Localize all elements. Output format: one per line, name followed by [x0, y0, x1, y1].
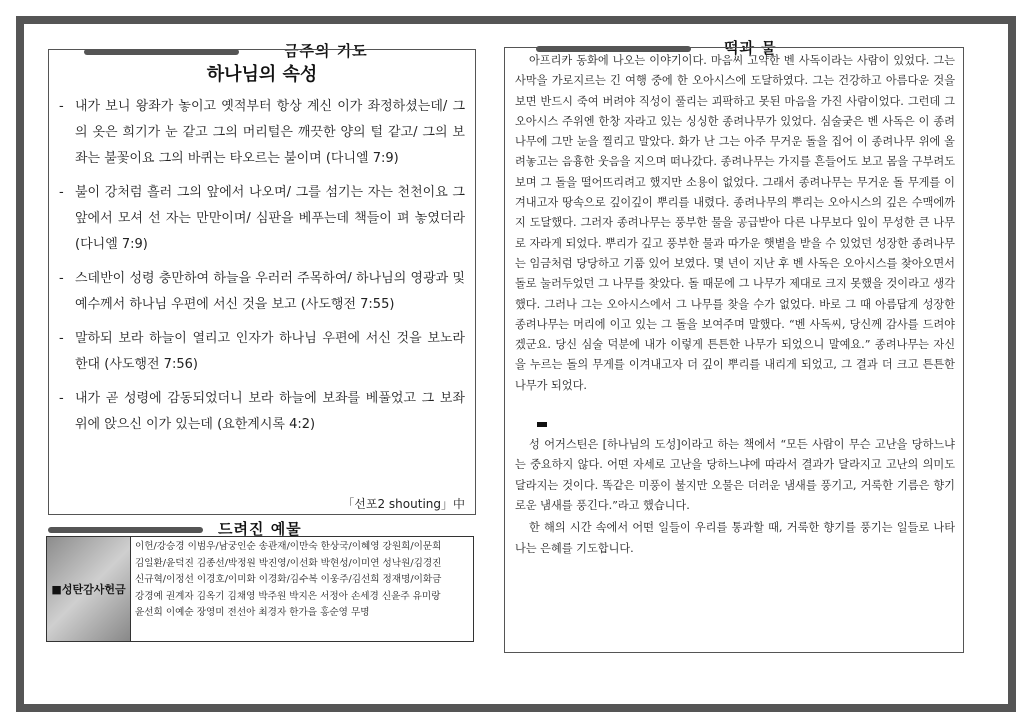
verse-item: [59, 386, 465, 438]
dash-mark: -: [59, 331, 64, 346]
story-box: [504, 47, 964, 653]
verse-item: [59, 326, 465, 378]
closing-prayer-paragraph: 한 해의 시간 속에서 어떤 일들이 우리를 통과할 때, 거룩한 향기를 풍기는 일들로 나타나는 은혜를 기도합니다.: [515, 521, 955, 555]
offering-header-bar: [48, 527, 203, 533]
offering-box: [46, 536, 474, 642]
verse-item: [59, 266, 465, 318]
prayer-source: 「선포2 shouting」中: [342, 497, 465, 511]
verse-text: 말하되 보라 하늘이 열리고 인자가 하나님 우편에 서신 것을 보노라 한대 (사도행전 7:56): [75, 331, 465, 372]
story-section-title: 떡과 물: [724, 39, 777, 57]
prayer-heading: 하나님의 속성: [206, 64, 318, 85]
verse-text: 불이 강처럼 흘러 그의 앞에서 나오며/ 그를 섬기는 자는 천천이요 그 앞에서 모셔 선 자는 만만이며/ 심판을 베푸는데 책들이 펴 놓였더라 (다니엘 7:9): [75, 185, 465, 252]
verse-list: [59, 94, 465, 438]
story-paragraph: 아프리카 동화에 나오는 이야기이다. 마음씨 고약한 벤 사독이라는 사람이 있었다. 그는 사막을 가로지르는 긴 여행 중에 한 오아시스에 도달하였다. 그는 건강하고 아름다운 것을 보면 반드시 죽여 버려야 직성이 풀리는 괴팍하고 못된 마음을 가진 사람이었다. 그런데 그 오아시스 주위엔 한창 자라고 있는 싱싱한 종려나무가 있었다. 심술궂은 벤 사독은 이 종려나무에 그만 눈을 찔리고 말았다. 화가 난 그는 아주 무거운 돌을 집어 이 종려나무 위에 올려놓고는 음흉한 웃음을 지으며 떠나갔다. 종려나무는 가지를 흔들어도 보고 몸을 구부려도 보며 그 돌을 떨어뜨리려고 했지만 소용이 없었다. 그래서 종려나무는 무거운 돌 무게를 이겨내고자 땅속으로 깊이깊이 뿌리를 내렸다. 종려나무의 뿌리는 오아시스의 깊은 수맥에까지 도달했다. 그러자 종려나무는 풍부한 물을 공급받아 다른 나무보다 잎이 무성한 큰 나무로 자라게 되었다. 뿌리가 깊고 풍부한 물과 따가운 햇볕을 받을 수 있었던 성장한 종려나무는 임금처럼 당당하고 기품 있어 보였다. 몇 년이 지난 후 벤 사독은 오아시스를 찾아오면서 돌로 눌러두었던 그 나무를 찾았다. 돌 때문에 그 나무가 제대로 크지 못했을 것이라고 생각했다. 그러나 그는 오아시스에서 그 나무를 찾을 수가 없었다. 바로 그 때 아름답게 성장한 종려나무는 머리에 이고 있는 그 돌을 보여주며 말했다. “벤 사독씨, 당신께 감사를 드려야겠군요. 당신 심술 덕분에 내가 이렇게 튼튼한 나무가 되었으니 말예요.” 종려나무는 자신을 누르는 돌의 무게를 이겨내고자 더 깊이 뿌리를 내리게 되었고, 그 결과 더 크고 튼튼한 나무가 되었다.: [515, 54, 955, 392]
dash-mark: -: [59, 391, 64, 406]
section-bullet-mark: [537, 422, 547, 427]
dash-mark: -: [59, 271, 64, 286]
dash-mark: -: [59, 99, 64, 114]
verse-text: 스데반이 성령 충만하여 하늘을 우러러 주목하여/ 하나님의 영광과 및 예수께서 하나님 우편에 서신 것을 보고 (사도행전 7:55): [75, 271, 465, 312]
verse-item: [59, 94, 465, 172]
offering-section-title: 드려진 예물: [218, 520, 302, 538]
offering-label: ■성탄감사헌금: [47, 537, 131, 641]
prayer-box: [48, 49, 476, 515]
augustine-paragraph: 성 어거스틴은 [하나님의 도성]이라고 하는 책에서 “모든 사람이 무슨 고난을 당하느냐는 중요하지 않다. 어떤 자세로 고난을 당하느냐에 따라서 결과가 달라지고 고난의 의미도 달라지는 것이다. 똑같은 미풍이 불지만 오물은 더러운 냄새를 풍기고, 거룩한 기름은 향기로운 냄새를 풍긴다.”라고 했습니다.: [515, 438, 955, 512]
dash-mark: -: [59, 185, 64, 200]
verse-text: 내가 곧 성령에 감동되었더니 보라 하늘에 보좌를 베풀었고 그 보좌 위에 앉으신 이가 있는데 (요한계시록 4:2): [75, 391, 465, 432]
offering-names: 이헌/강승경 이범우/남궁인순 송관재/이만숙 한상국/이혜영 강원희/이문희 김일환/윤덕진 김종선/박정원 박진영/이선화 박현성/이미연 성낙원/김경진 신규혁/이정선 이경호/이미화 이경화/김수복 이웅주/김선희 정재명/이화금 강경예 권계자 김옥기 김채영 박주원 박지은 서정아 손세경 신윤주 유미랑 윤선희 이예순 장영미 전선아 최경자 한가을 홍순영 무명: [135, 541, 442, 619]
verse-text: 내가 보니 왕좌가 놓이고 옛적부터 항상 계신 이가 좌정하셨는데/ 그의 옷은 희기가 눈 같고 그의 머리털은 깨끗한 양의 털 같고/ 그의 보좌는 불꽃이요 그의 바퀴는 타오르는 불이며 (다니엘 7:9): [75, 99, 465, 166]
prayer-section-title: 금주의 기도: [284, 42, 368, 60]
verse-item: [59, 180, 465, 258]
